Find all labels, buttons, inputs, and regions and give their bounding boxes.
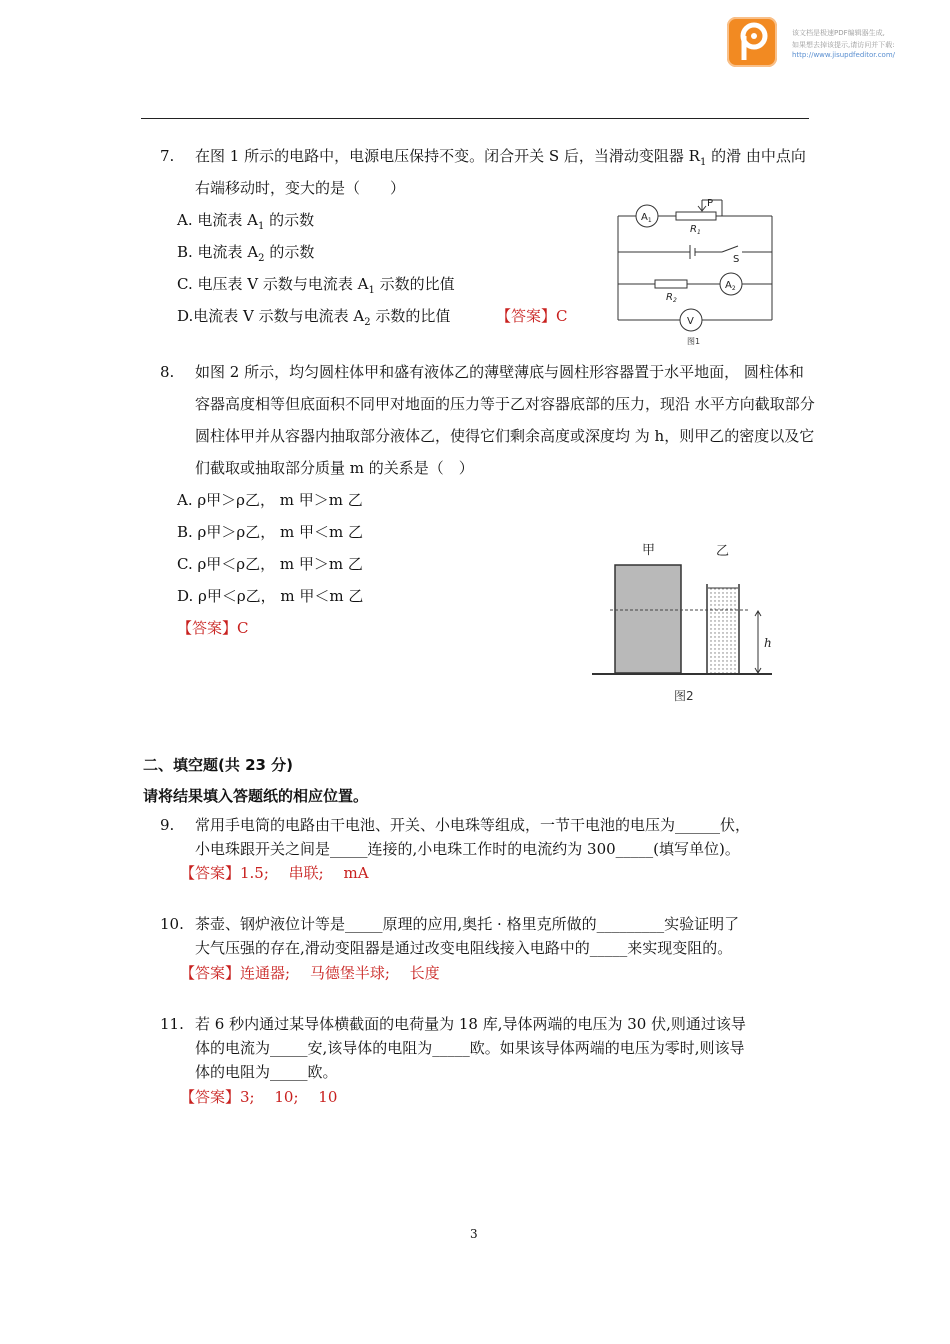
q8-stem-line3: 圆柱体甲并从容器内抽取部分液体乙，使得它们剩余高度或深度均 为 h，则甲乙的密度以及它 <box>195 427 815 445</box>
q11-stem-line1: 若 6 秒内通过某导体横截面的电荷量为 18 库,导体两端的电压为 30 伏,则通过该导 <box>195 1015 746 1033</box>
q7-answer: 【答案】C <box>496 307 568 325</box>
q7-number: 7. <box>160 147 175 165</box>
watermark-url[interactable]: http://www.jisupdfeditor.com/ <box>792 51 896 59</box>
q10-stem-line2: 大气压强的存在,滑动变阻器是通过改变电阻线接入电路中的_____来实现变阻的。 <box>195 939 733 957</box>
q7-stem-line2: 右端移动时，变大的是（ ） <box>195 179 406 197</box>
q9-stem-line2: 小电珠跟开关之间是_____连接的,小电珠工作时的电流约为 300_____(填写单位)。 <box>195 840 740 858</box>
fig1-p-label: P <box>707 198 714 209</box>
watermark-line1: 该文档是极速PDF编辑器生成, <box>792 29 885 37</box>
figure1-caption: 图1 <box>687 337 701 346</box>
q7-option-a: A. 电流表 $A_1$ 的示数 <box>177 211 315 232</box>
figure2-cylinders <box>590 536 780 716</box>
fig1-r1-label: $R_1$ <box>690 224 701 236</box>
q10-answer: 【答案】连通器; 马德堡半球; 长度 <box>180 964 440 982</box>
q8-number: 8. <box>160 363 175 381</box>
q8-stem-line2: 容器高度相等但底面积不同甲对地面的压力等于乙对容器底部的压力，现沿 水平方向截取部分 <box>195 395 815 413</box>
q9-answer: 【答案】1.5; 串联; mA <box>180 864 369 882</box>
q11-answer: 【答案】3; 10; 10 <box>180 1088 338 1106</box>
q7-option-d: D.电流表 V 示数与电流表 $A_2$ 示数的比值 <box>177 307 451 328</box>
section2-instruction: 请将结果填入答题纸的相应位置。 <box>143 787 369 805</box>
q10-number: 10. <box>160 915 184 933</box>
q8-stem-line1: 如图 2 所示，均匀圆柱体甲和盛有液体乙的薄壁薄底与圆柱形容器置于水平地面， 圆柱体和 <box>195 363 804 381</box>
q11-stem-line2: 体的电流为_____安,该导体的电阻为_____欧。如果该导体两端的电压为零时,则该导 <box>195 1039 745 1057</box>
q7-stem-line1: 在图 1 所示的电路中，电源电压保持不变。闭合开关 S 后，当滑动变阻器 $R_1$ 的滑 由中点向 <box>195 147 806 168</box>
fig2-label-yi: 乙 <box>716 544 730 559</box>
q10-stem-line1: 茶壶、钢炉液位计等是_____原理的应用,奥托 · 格里克所做的_________实验证明了 <box>195 915 740 933</box>
q7-option-b: B. 电流表 $A_2$ 的示数 <box>177 243 315 264</box>
watermark-line2: 如果想去掉该提示,请访问并下载: <box>792 41 895 49</box>
figure2-caption: 图2 <box>674 689 694 703</box>
q8-option-c: C. ρ甲＜ρ乙， m 甲＞m 乙 <box>177 555 363 573</box>
fig1-v-label: V <box>687 316 694 327</box>
liquid-yi <box>708 588 738 673</box>
q8-option-a: A. ρ甲＞ρ乙， m 甲＞m 乙 <box>177 491 363 509</box>
fig1-s-label: S <box>733 254 740 265</box>
fig1-r2-label: $R_2$ <box>666 292 677 304</box>
q9-stem-line1: 常用手电筒的电路由干电池、开关、小电珠等组成，一节干电池的电压为______伏， <box>195 816 751 834</box>
q7-option-c: C. 电压表 V 示数与电流表 $A_1$ 示数的比值 <box>177 275 455 296</box>
q11-number: 11. <box>160 1015 184 1033</box>
fig2-label-jia: 甲 <box>642 543 656 558</box>
q8-answer: 【答案】C <box>177 619 249 637</box>
q8-option-d: D. ρ甲＜ρ乙， m 甲＜m 乙 <box>177 587 364 605</box>
fig1-a2-label: $A_2$ <box>725 280 736 292</box>
q8-option-b: B. ρ甲＞ρ乙， m 甲＜m 乙 <box>177 523 363 541</box>
p-logo-icon <box>727 17 777 67</box>
page-number: 3 <box>470 1227 478 1241</box>
figure1-circuit <box>610 192 780 352</box>
fig1-a1-label: $A_1$ <box>641 212 652 224</box>
section2-title: 二、填空题(共 23 分) <box>143 756 294 774</box>
q8-stem-line4: 们截取或抽取部分质量 m 的关系是（ ） <box>195 459 474 477</box>
cylinder-jia <box>615 565 681 673</box>
q11-stem-line3: 体的电阻为_____欧。 <box>195 1063 338 1081</box>
q9-number: 9. <box>160 816 175 834</box>
fig2-label-h: h <box>764 636 772 650</box>
pdf-editor-logo <box>727 17 777 67</box>
header-rule <box>141 118 809 119</box>
